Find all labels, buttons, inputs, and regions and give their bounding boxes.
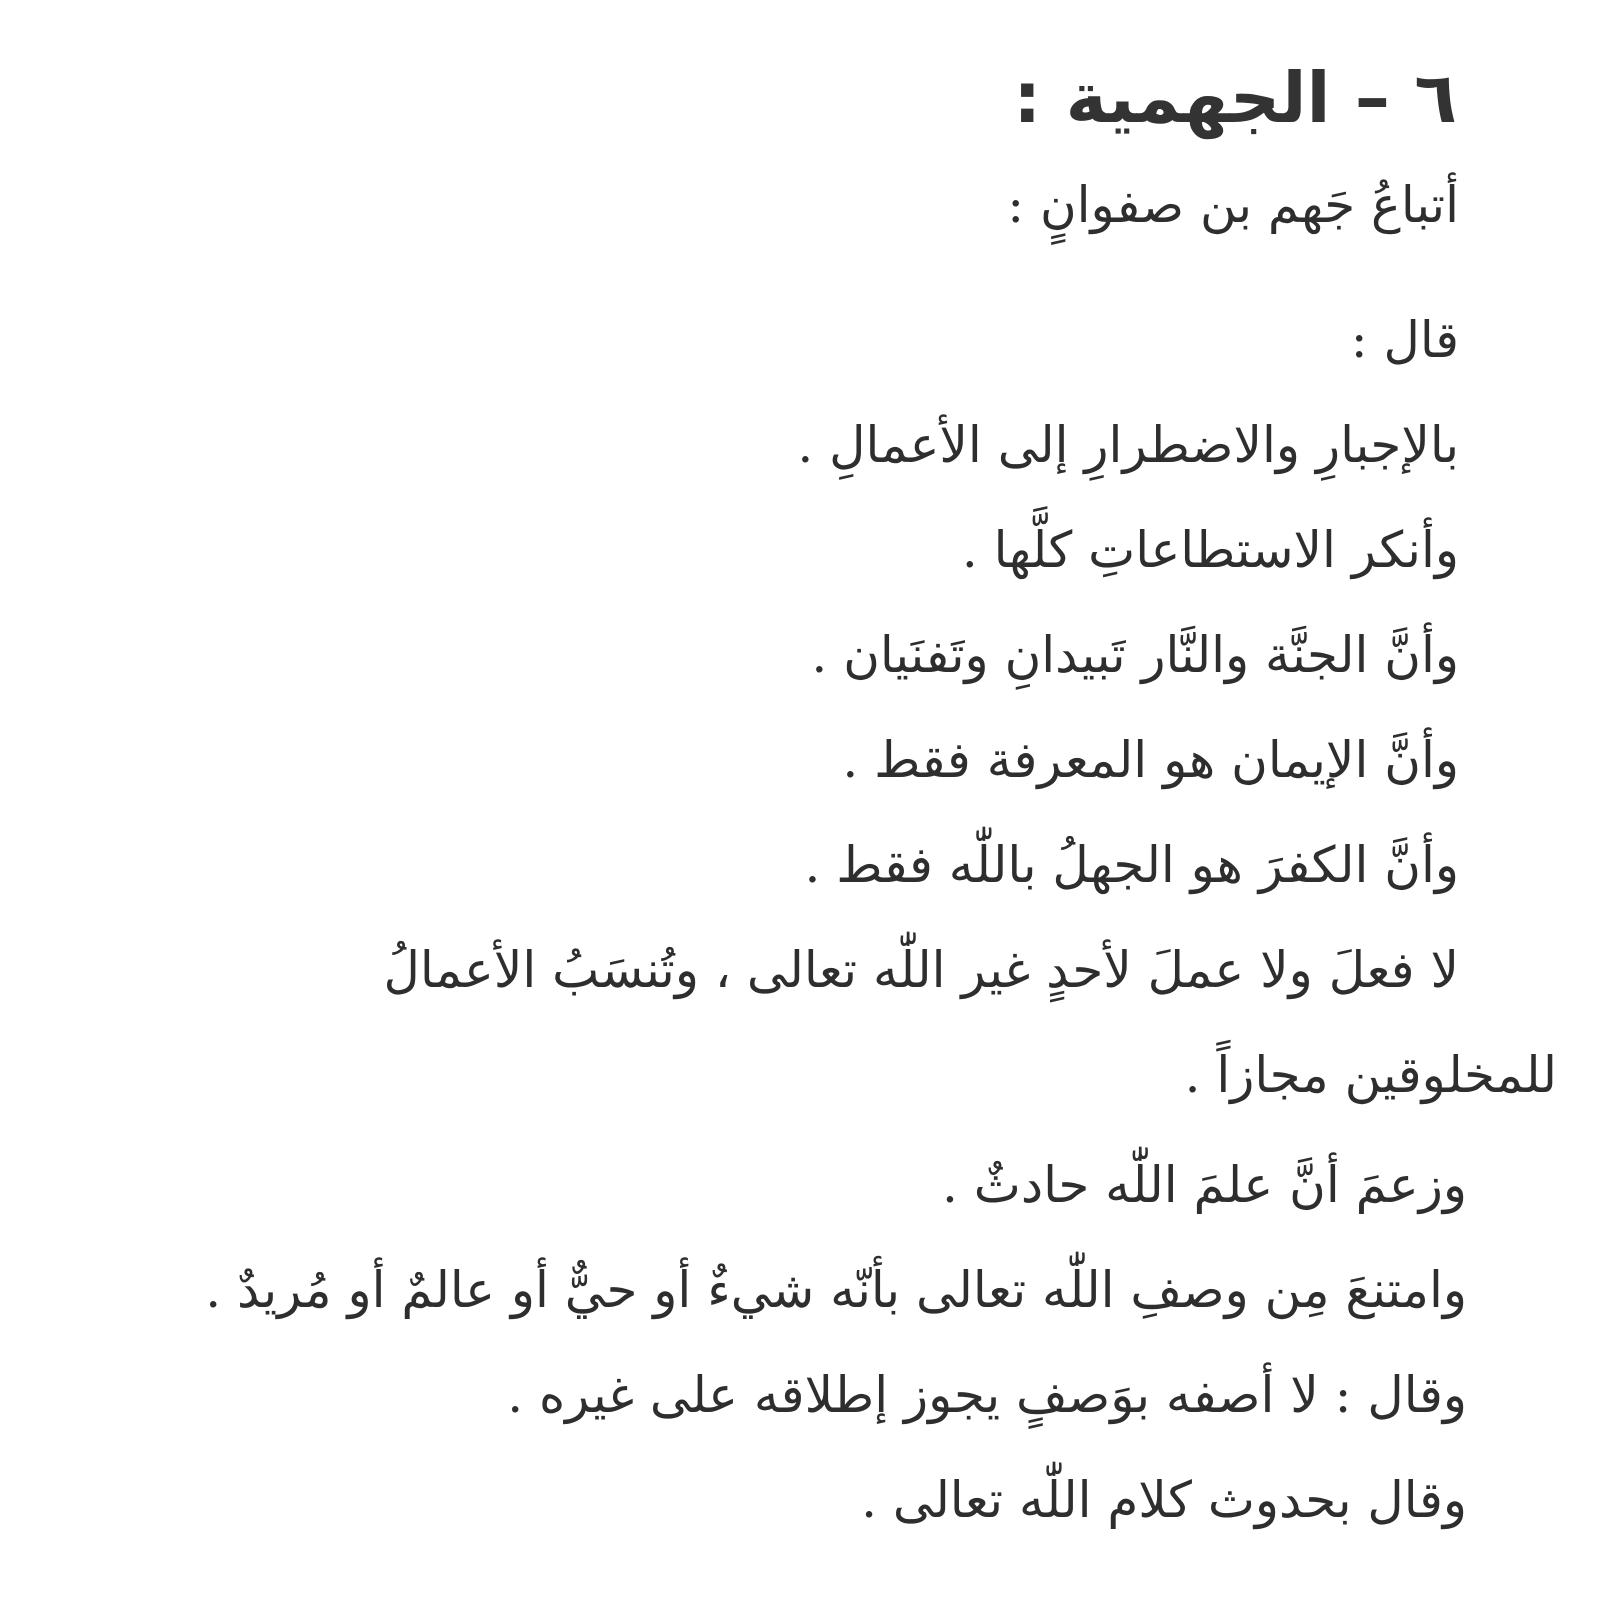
text-line: لا فعلَ ولا عملَ لأحدٍ غير اللّٰه تعالى ، وتُنسَبُ الأعمالُ	[383, 941, 1459, 999]
text-line: وأنَّ الكفرَ هو الجهلُ باللّٰه فقط .	[804, 836, 1459, 894]
text-line-said: قال :	[1350, 311, 1459, 369]
text-line: وأنكر الاستطاعاتِ كلَّها .	[961, 521, 1459, 579]
text-line-continuation: للمخلوقين مجازاً .	[1184, 1046, 1557, 1104]
section-heading: ٦ – الجهمية :	[1013, 57, 1457, 139]
text-line-followers: أتباعُ جَهم بن صفوانٍ :	[1007, 176, 1459, 234]
text-line: بالإجبارِ والاضطرارِ إلى الأعمالِ .	[797, 416, 1459, 474]
text-line: وقال بحدوث كلام اللّٰه تعالى .	[861, 1471, 1467, 1529]
text-line: وأنَّ الإيمان هو المعرفة فقط .	[842, 731, 1459, 789]
text-line: وقال : لا أصفه بوَصفٍ يجوز إطلاقه على غيره .	[507, 1366, 1467, 1424]
text-line: وأنَّ الجنَّة والنَّار تَبيدانِ وتَفنَيان .	[811, 626, 1459, 684]
text-line: وزعمَ أنَّ علمَ اللّٰه حادثٌ .	[942, 1156, 1467, 1214]
text-line: وامتنعَ مِن وصفِ اللّٰه تعالى بأنّه شيءٌ أو حيٌّ أو عالمٌ أو مُريدٌ .	[205, 1261, 1467, 1319]
